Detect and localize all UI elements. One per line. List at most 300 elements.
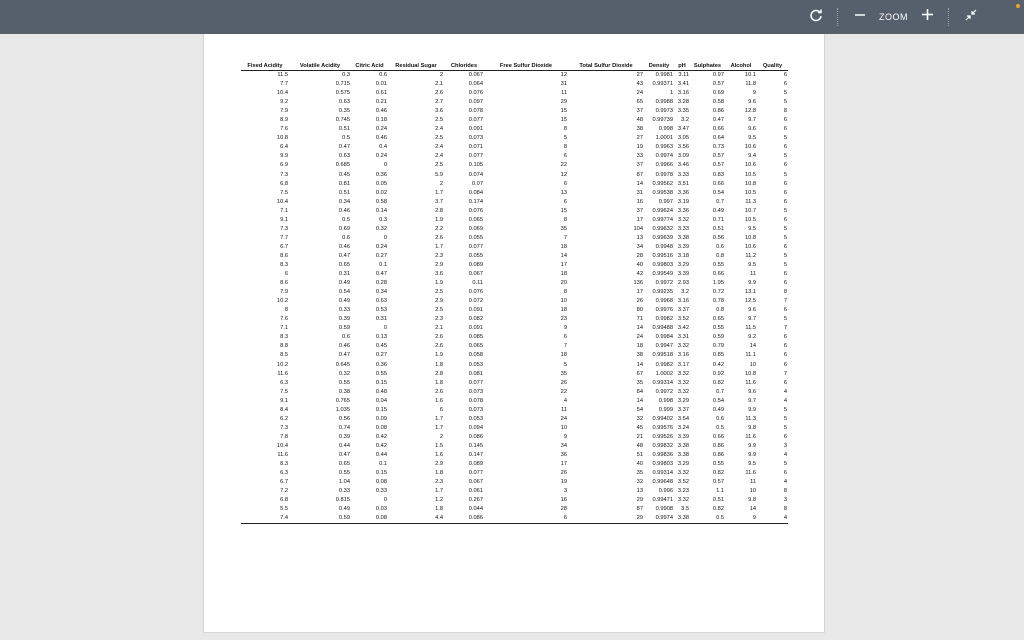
table-cell: 67 xyxy=(636,370,643,377)
table-cell: 22 xyxy=(560,388,567,395)
table-cell: 6 xyxy=(563,198,567,205)
table-cell: 13 xyxy=(636,488,643,495)
table-cell: 6 xyxy=(783,81,787,88)
table-cell: 0.59 xyxy=(289,514,351,524)
table-cell: 7.2 xyxy=(280,488,288,495)
table-cell: 11 xyxy=(561,90,567,97)
table-cell: 6 xyxy=(484,514,568,524)
table-cell: 0.645 xyxy=(335,361,350,368)
table-cell: 3.42 xyxy=(677,325,689,332)
column-header: Free Sulfur Dioxide xyxy=(484,61,568,71)
table-cell: 0.997 xyxy=(658,198,673,205)
table-row xyxy=(241,442,788,451)
table-cell: 1.7 xyxy=(435,189,443,196)
table-cell: 6 xyxy=(783,470,787,477)
zoom-out-button[interactable] xyxy=(847,4,873,30)
table-cell: 3.16 xyxy=(677,352,689,359)
plus-icon xyxy=(921,8,934,26)
table-cell: 0.99235 xyxy=(652,289,673,296)
table-cell: 5 xyxy=(783,135,787,142)
table-row xyxy=(241,288,788,297)
table-cell: 0.47 xyxy=(338,451,350,458)
table-cell: 0.55 xyxy=(712,461,724,468)
table-cell: 0.99832 xyxy=(652,442,673,449)
refresh-button[interactable] xyxy=(803,4,829,30)
table-cell: 0.998 xyxy=(658,397,673,404)
table-cell: 32 xyxy=(636,415,643,422)
table-cell: 6 xyxy=(783,334,787,341)
table-cell: 8 xyxy=(563,216,567,223)
table-cell: 0.077 xyxy=(468,379,483,386)
table-cell: 11 xyxy=(750,479,756,486)
table-cell: 0.9947 xyxy=(655,343,673,350)
table-cell: 0.145 xyxy=(468,442,483,449)
table-cell: 6 xyxy=(563,153,567,160)
table-cell: 12.5 xyxy=(744,298,756,305)
table-cell: 6 xyxy=(783,271,787,278)
table-cell: 0.24 xyxy=(375,243,387,250)
table-cell: 7.7 xyxy=(280,234,288,241)
table-cell: 0.084 xyxy=(468,189,483,196)
table-cell: 3.52 xyxy=(677,479,689,486)
table-row xyxy=(241,71,788,81)
table-cell: 0.82 xyxy=(712,506,724,513)
table-cell: 6.7 xyxy=(280,243,288,250)
table-cell: 0.99538 xyxy=(652,189,673,196)
table-cell: 0.47 xyxy=(712,117,724,124)
table-cell: 0.055 xyxy=(468,234,483,241)
table-cell: 0.07 xyxy=(471,180,483,187)
table-cell: 6 xyxy=(783,379,787,386)
table-cell: 3.32 xyxy=(677,379,689,386)
table-cell: 24 xyxy=(636,334,643,341)
table-cell: 0.02 xyxy=(375,189,387,196)
table-cell: 0.45 xyxy=(375,343,387,350)
table-cell: 0.63 xyxy=(375,298,387,305)
table-cell: 3.23 xyxy=(677,488,689,495)
table-row xyxy=(241,496,788,505)
table-cell: 9 xyxy=(752,90,756,97)
table-cell: 6 xyxy=(783,144,787,151)
table-cell: 0.077 xyxy=(468,117,483,124)
table-cell: 0.6 xyxy=(716,243,724,250)
table-cell: 0.082 xyxy=(468,316,483,323)
table-cell: 84 xyxy=(636,388,643,395)
table-row xyxy=(241,370,788,379)
table-cell: 27 xyxy=(636,135,643,142)
table-cell: 7.3 xyxy=(280,424,288,431)
table-cell: 37 xyxy=(636,207,643,214)
table-cell: 1.6 xyxy=(435,451,443,458)
table-cell: 0.03 xyxy=(375,506,387,513)
table-cell: 8 xyxy=(783,506,787,513)
table-cell: 0.08 xyxy=(375,479,387,486)
table-cell: 1.0002 xyxy=(655,370,673,377)
table-cell: 0.086 xyxy=(444,514,484,524)
table-cell: 2.9 xyxy=(435,261,443,268)
table-cell: 13 xyxy=(560,189,567,196)
table-cell: 3.7 xyxy=(435,198,443,205)
table-cell: 1.9 xyxy=(435,352,443,359)
table-cell: 8 xyxy=(783,108,787,115)
table-cell: 2.9 xyxy=(435,298,443,305)
table-cell: 0.65 xyxy=(338,261,350,268)
table-cell: 1.8 xyxy=(435,506,443,513)
table-cell: 11.8 xyxy=(745,81,756,88)
table-cell: 18 xyxy=(560,352,567,359)
table-cell: 0.99402 xyxy=(652,415,673,422)
table-cell: 0.39 xyxy=(338,433,350,440)
table-cell: 1.9 xyxy=(435,216,443,223)
table-cell: 3.16 xyxy=(677,298,689,305)
table-cell: 38 xyxy=(636,352,643,359)
table-cell: 9.1 xyxy=(280,216,288,223)
table-cell: 26 xyxy=(560,470,567,477)
table-cell: 4 xyxy=(563,397,567,404)
table-cell: 0.077 xyxy=(468,470,483,477)
zoom-label: ZOOM xyxy=(879,12,908,22)
table-cell: 0.31 xyxy=(338,271,350,278)
table-cell: 0.067 xyxy=(468,271,483,278)
table-cell: 0.147 xyxy=(468,451,483,458)
table-cell: 0 xyxy=(383,325,387,332)
table-cell: 4 xyxy=(757,514,788,524)
table-cell: 0.99471 xyxy=(652,497,673,504)
collapse-icon xyxy=(965,8,977,26)
table-cell: 0.65 xyxy=(338,461,350,468)
table-cell: 6.4 xyxy=(280,144,288,151)
table-cell: 0.31 xyxy=(375,316,387,323)
table-cell: 3.47 xyxy=(677,126,689,133)
table-cell: 6 xyxy=(783,189,787,196)
table-cell: 0.58 xyxy=(375,198,387,205)
table-cell: 0.99774 xyxy=(652,216,673,223)
table-row xyxy=(241,243,788,252)
table-cell: 0.6 xyxy=(342,334,350,341)
table-cell: 6 xyxy=(783,72,787,78)
table-cell: 0.078 xyxy=(468,397,483,404)
toolbar-divider xyxy=(837,8,839,26)
table-cell: 0.34 xyxy=(338,198,350,205)
table-cell: 8.4 xyxy=(280,406,288,413)
table-cell: 4 xyxy=(783,388,787,395)
table-cell: 3.18 xyxy=(677,252,689,259)
table-cell: 0.081 xyxy=(468,370,483,377)
table-row xyxy=(241,487,788,496)
table-row xyxy=(241,306,788,315)
table-cell: 10 xyxy=(749,361,756,368)
table-cell: 9.6 xyxy=(748,307,756,314)
table-cell: 15 xyxy=(560,207,567,214)
table-cell: 10.8 xyxy=(276,135,288,142)
table-cell: 0.81 xyxy=(338,180,350,187)
table-cell: 10.4 xyxy=(276,442,288,449)
table-cell: 0.46 xyxy=(338,243,350,250)
table-cell: 33 xyxy=(636,153,643,160)
table-cell: 0.067 xyxy=(468,479,483,486)
table-cell: 4 xyxy=(783,397,787,404)
table-cell: 7.8 xyxy=(280,433,288,440)
minus-icon xyxy=(854,8,866,26)
table-cell: 11.6 xyxy=(277,451,288,458)
table-cell: 9.9 xyxy=(748,451,756,458)
table-body xyxy=(241,71,788,524)
table-cell: 8.3 xyxy=(280,261,288,268)
table-cell: 14 xyxy=(749,506,756,513)
table-cell: 9.9 xyxy=(748,442,756,449)
table-cell: 3.29 xyxy=(677,261,689,268)
table-cell: 2.1 xyxy=(435,81,443,88)
table-cell: 5 xyxy=(563,361,567,368)
table-cell: 0.815 xyxy=(335,497,350,504)
table-cell: 10.8 xyxy=(744,234,756,241)
table-row xyxy=(241,116,788,125)
table-cell: 34 xyxy=(560,442,567,449)
table-cell: 10.6 xyxy=(744,243,756,250)
table-cell: 5 xyxy=(783,234,787,241)
wine-quality-table xyxy=(241,61,788,524)
table-cell: 10.2 xyxy=(276,361,288,368)
document-page xyxy=(203,34,825,633)
table-cell: 0.99803 xyxy=(652,261,673,268)
table-cell: 7.5 xyxy=(280,189,288,196)
table-cell: 0.73 xyxy=(712,144,724,151)
table-cell: 0.085 xyxy=(468,334,483,341)
table-cell: 11.5 xyxy=(745,325,756,332)
table-row xyxy=(241,433,788,442)
table-cell: 3.54 xyxy=(677,415,689,422)
table-cell: 3.2 xyxy=(681,289,689,296)
table-row xyxy=(241,342,788,351)
table-cell: 5 xyxy=(783,225,787,232)
table-cell: 9.8 xyxy=(748,497,756,504)
table-cell: 3.32 xyxy=(677,343,689,350)
table-cell: 7.7 xyxy=(280,81,288,88)
table-cell: 45 xyxy=(636,424,643,431)
notification-dot-icon xyxy=(1016,4,1020,8)
table-cell: 0.42 xyxy=(712,361,724,368)
exit-fullscreen-button[interactable] xyxy=(958,4,984,30)
table-row xyxy=(241,297,788,306)
table-cell: 5 xyxy=(783,252,787,259)
table-cell: 0.64 xyxy=(712,135,724,142)
table-cell: 0.54 xyxy=(712,397,724,404)
table-cell: 9.6 xyxy=(748,99,756,106)
table-row xyxy=(241,98,788,107)
table-row xyxy=(241,415,788,424)
table-cell: 0.82 xyxy=(712,470,724,477)
table-cell: 11.6 xyxy=(277,370,288,377)
table-cell: 0.49 xyxy=(338,298,350,305)
table-cell: 104 xyxy=(633,225,643,232)
table-cell: 6 xyxy=(783,433,787,440)
table-cell: 2 xyxy=(439,72,443,78)
table-row xyxy=(241,505,788,514)
table-cell: 18 xyxy=(560,307,567,314)
table-cell: 6 xyxy=(783,243,787,250)
table-cell: 0.79 xyxy=(712,343,724,350)
table-cell: 0.66 xyxy=(712,126,724,133)
table-cell: 2.2 xyxy=(435,225,443,232)
table-cell: 9 xyxy=(563,433,567,440)
zoom-in-button[interactable] xyxy=(914,4,940,30)
table-cell: 0.46 xyxy=(338,207,350,214)
table-cell: 0.13 xyxy=(375,334,387,341)
viewer-controls xyxy=(803,0,984,34)
table-cell: 3.39 xyxy=(677,433,689,440)
table-cell: 0 xyxy=(383,497,387,504)
table-cell: 9.6 xyxy=(748,388,756,395)
table-cell: 23 xyxy=(560,316,567,323)
table-cell: 15 xyxy=(560,117,567,124)
table-row xyxy=(241,143,788,152)
table-cell: 0.32 xyxy=(338,370,350,377)
table-cell: 17 xyxy=(560,261,567,268)
table-cell: 0.715 xyxy=(335,81,350,88)
table-cell: 1.2 xyxy=(435,497,443,504)
table-cell: 2.1 xyxy=(435,325,443,332)
table-cell: 0.24 xyxy=(375,153,387,160)
table-cell: 87 xyxy=(636,171,643,178)
table-cell: 0.59 xyxy=(338,325,350,332)
table-cell: 6 xyxy=(563,334,567,341)
table-cell: 35 xyxy=(560,225,567,232)
table-cell: 1.7 xyxy=(435,424,443,431)
table-cell: 10.8 xyxy=(744,370,756,377)
table-cell: 0.089 xyxy=(468,461,483,468)
table-cell: 0.49 xyxy=(712,406,724,413)
table-cell: 13.1 xyxy=(744,289,756,296)
table-cell: 0.575 xyxy=(335,90,350,97)
table-cell: 6 xyxy=(783,307,787,314)
table-cell: 3.33 xyxy=(677,225,689,232)
table-cell: 0.765 xyxy=(335,397,350,404)
table-cell: 0.3 xyxy=(342,72,350,78)
table-cell: 9.9 xyxy=(748,406,756,413)
table-cell: 0.9988 xyxy=(655,99,673,106)
table-cell: 0.044 xyxy=(468,506,483,513)
table-cell: 2.5 xyxy=(435,289,443,296)
table-cell: 0.33 xyxy=(338,488,350,495)
table-cell: 8 xyxy=(563,126,567,133)
table-cell: 0.065 xyxy=(468,343,483,350)
table-cell: 8 xyxy=(783,488,787,495)
table-cell: 0.5 xyxy=(342,216,350,223)
table-cell: 6 xyxy=(783,162,787,169)
table-cell: 8.5 xyxy=(280,352,288,359)
table-cell: 8.6 xyxy=(280,252,288,259)
table-cell: 0.39 xyxy=(338,316,350,323)
table-cell: 0.47 xyxy=(338,352,350,359)
table-cell: 0.1 xyxy=(379,461,387,468)
table-cell: 0.11 xyxy=(472,280,483,287)
table-cell: 4 xyxy=(783,451,787,458)
table-cell: 14 xyxy=(560,252,567,259)
table-cell: 9.5 xyxy=(748,135,756,142)
table-cell: 3.11 xyxy=(678,72,689,78)
table-cell: 0.53 xyxy=(375,307,387,314)
table-cell: 6.3 xyxy=(280,379,288,386)
table-cell: 2.4 xyxy=(435,144,443,151)
table-cell: 7 xyxy=(563,234,567,241)
table-cell: 6 xyxy=(284,271,288,278)
table-cell: 0.71 xyxy=(712,216,724,223)
table-cell: 5 xyxy=(783,415,787,422)
table-cell: 10.5 xyxy=(744,216,756,223)
table-cell: 0.56 xyxy=(712,234,724,241)
table-cell: 10.4 xyxy=(276,198,288,205)
table-cell: 0.21 xyxy=(375,99,387,106)
column-header: Total Sulfur Dioxide xyxy=(568,61,644,71)
table-cell: 0.7 xyxy=(716,388,724,395)
table-cell: 0.097 xyxy=(468,99,483,106)
table-cell: 6.7 xyxy=(280,479,288,486)
table-cell: 6 xyxy=(783,117,787,124)
table-cell: 0.7 xyxy=(716,198,724,205)
table-cell: 0 xyxy=(383,234,387,241)
table-cell: 0.9966 xyxy=(655,162,673,169)
table-cell: 0.78 xyxy=(712,298,724,305)
table-cell: 9.7 xyxy=(748,397,756,404)
table-cell: 0.076 xyxy=(468,289,483,296)
table-cell: 3.38 xyxy=(674,514,690,524)
table-cell: 2 xyxy=(439,433,443,440)
table-cell: 7.6 xyxy=(280,126,288,133)
table-cell: 1.95 xyxy=(712,280,724,287)
table-cell: 0.745 xyxy=(335,117,350,124)
table-cell: 0.9976 xyxy=(655,307,673,314)
table-cell: 3.52 xyxy=(677,316,689,323)
table-cell: 11.3 xyxy=(745,415,756,422)
table-cell: 0.077 xyxy=(468,153,483,160)
table-cell: 0.49 xyxy=(338,506,350,513)
table-cell: 9.2 xyxy=(748,334,756,341)
table-cell: 9.6 xyxy=(748,126,756,133)
table-row xyxy=(241,107,788,116)
table-cell: 0.99639 xyxy=(652,234,673,241)
table-cell: 0.44 xyxy=(375,451,387,458)
table-cell: 1.9 xyxy=(435,280,443,287)
table-cell: 0.35 xyxy=(338,108,350,115)
table-cell: 3.56 xyxy=(677,144,689,151)
table-cell: 5 xyxy=(563,135,567,142)
table-cell: 3.5 xyxy=(681,506,689,513)
table-cell: 3.32 xyxy=(677,370,689,377)
table-cell: 2 xyxy=(439,180,443,187)
table-row xyxy=(241,406,788,415)
table-cell: 2.6 xyxy=(435,388,443,395)
table-cell: 14 xyxy=(749,343,756,350)
table-cell: 1.7 xyxy=(435,243,443,250)
table-cell: 0.996 xyxy=(658,488,673,495)
table-cell: 0.065 xyxy=(468,216,483,223)
table-cell: 0.55 xyxy=(338,470,350,477)
table-cell: 2.6 xyxy=(435,90,443,97)
table-cell: 0.99518 xyxy=(652,352,673,359)
table-cell: 0.47 xyxy=(338,144,350,151)
table-cell: 2.3 xyxy=(435,316,443,323)
table-cell: 12 xyxy=(560,171,567,178)
table-cell: 14 xyxy=(636,361,643,368)
table-cell: 2.8 xyxy=(435,207,443,214)
table-cell: 40 xyxy=(636,461,643,468)
table-cell: 9.5 xyxy=(748,225,756,232)
table-cell: 0.32 xyxy=(375,225,387,232)
table-cell: 9.4 xyxy=(748,153,756,160)
table-row xyxy=(241,361,788,370)
table-cell: 3.29 xyxy=(677,397,689,404)
column-header: Citric Acid xyxy=(351,61,388,71)
